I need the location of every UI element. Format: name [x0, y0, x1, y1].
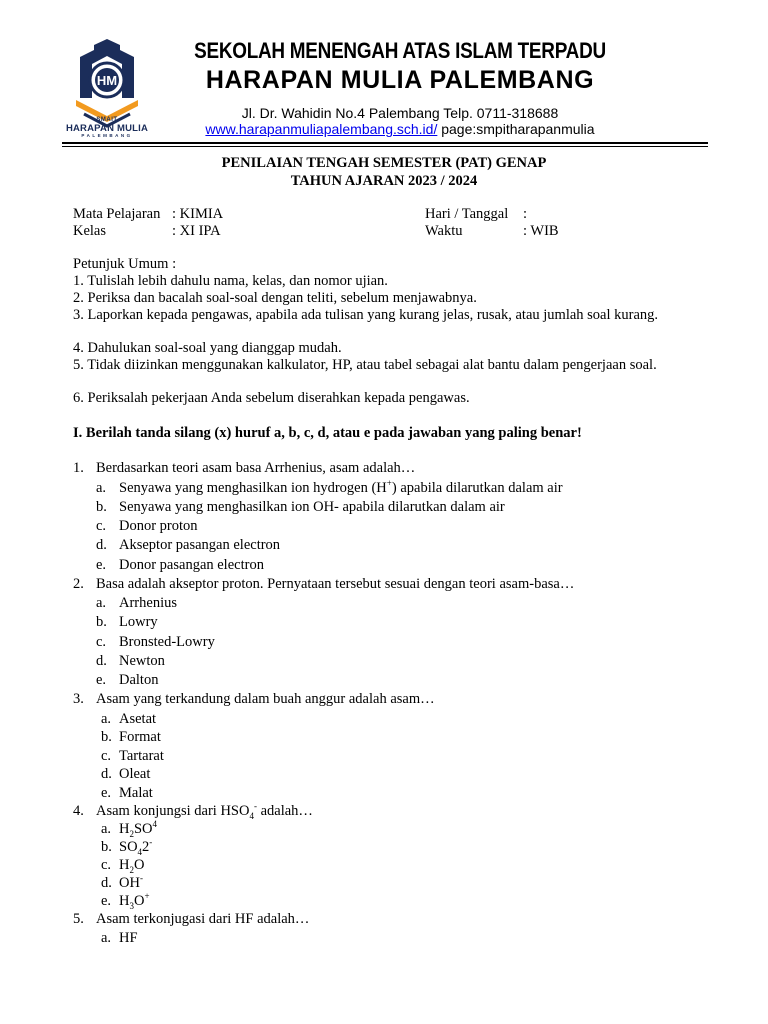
question-number: 5.	[73, 911, 84, 927]
option-letter: c.	[96, 634, 107, 650]
option-letter: a.	[96, 480, 107, 496]
formula-sub: 4	[137, 846, 143, 857]
formula-part: OH	[119, 875, 140, 891]
option-letter: b.	[96, 614, 107, 630]
formula-part: SO	[119, 839, 138, 855]
option-letter: e.	[101, 893, 112, 909]
option-text: Malat	[119, 785, 153, 801]
option-text: Donor pasangan electron	[119, 557, 264, 573]
header-divider-thin	[62, 146, 708, 147]
option-text: Newton	[119, 653, 165, 669]
formula-part: H	[119, 893, 130, 909]
subject-label: Mata Pelajaran	[73, 206, 161, 222]
option-2b[interactable]	[96, 614, 158, 631]
option-4c[interactable]	[101, 857, 144, 874]
option-text: Format	[119, 729, 161, 745]
formula-part: SO	[133, 821, 153, 837]
option-1a[interactable]	[96, 480, 563, 497]
option-2a[interactable]	[96, 595, 177, 612]
question-text: Berdasarkan teori asam basa Arrhenius, asam adalah…	[96, 460, 416, 476]
class-label: Kelas	[73, 223, 107, 239]
option-text: Akseptor pasangan electron	[119, 537, 281, 553]
option-4b[interactable]	[101, 839, 152, 856]
option-text: Lowry	[119, 614, 158, 630]
option-letter: d.	[96, 653, 107, 669]
option-1e[interactable]	[96, 557, 264, 574]
question-number: 3.	[73, 691, 84, 707]
option-letter: e.	[101, 785, 112, 801]
subject-value: : KIMIA	[172, 206, 224, 222]
formula-sup: 4	[152, 819, 158, 830]
option-letter: b.	[101, 729, 112, 745]
option-text: Bronsted-Lowry	[119, 634, 215, 650]
option-text: Senyawa yang menghasilkan ion OH- apabila dilarutkan dalam air	[119, 499, 505, 515]
option-3e[interactable]	[101, 785, 153, 802]
instructions-heading: Petunjuk Umum :	[73, 256, 177, 272]
option-letter: e.	[96, 672, 107, 688]
formula-sub: 2	[129, 864, 134, 875]
day-value: :	[523, 206, 528, 222]
option-1c[interactable]	[96, 518, 198, 535]
instruction-item: 5. Tidak diizinkan menggunakan kalkulator, HP, atau tabel sebagai alat bantu dalam pengerjaan soal.	[73, 357, 657, 373]
question-4	[73, 803, 313, 820]
formula-sup: -	[139, 873, 143, 884]
time-label: Waktu	[425, 223, 463, 239]
question-sup: -	[253, 801, 257, 812]
time-value: : WIB	[523, 223, 559, 239]
option-letter: d.	[101, 766, 112, 782]
header-divider-thick	[62, 142, 708, 144]
option-3d[interactable]	[101, 766, 150, 783]
formula-part: H	[119, 857, 130, 873]
section-heading: I. Berilah tanda silang (x) huruf a, b, c, d, atau e pada jawaban yang paling benar!	[73, 425, 582, 441]
question-text: Asam konjungsi dari HSO	[96, 803, 250, 819]
option-text: Arrhenius	[119, 595, 177, 611]
formula-part: O	[133, 857, 145, 873]
class-value: : XI IPA	[172, 223, 221, 239]
formula-sup: -	[149, 837, 153, 848]
option-letter: b.	[101, 839, 112, 855]
option-2d[interactable]	[96, 653, 165, 670]
svg-text:HM: HM	[96, 73, 118, 88]
formula-part: H	[119, 821, 130, 837]
option-3a[interactable]	[101, 711, 156, 728]
option-2c[interactable]	[96, 634, 215, 651]
option-letter: c.	[101, 857, 112, 873]
formula-part: O	[133, 893, 145, 909]
question-text: Asam yang terkandung dalam buah anggur adalah asam…	[96, 691, 435, 707]
formula-sub: 3	[129, 900, 134, 911]
question-number: 1.	[73, 460, 84, 476]
instruction-item: 2. Periksa dan bacalah soal-soal dengan teliti, sebelum menjawabnya.	[73, 290, 477, 306]
option-4a[interactable]	[101, 821, 157, 838]
option-3c[interactable]	[101, 748, 164, 765]
instruction-item: 3. Laporkan kepada pengawas, apabila ada tulisan yang kurang jelas, rusak, atau jumlah soal kurang.	[73, 307, 659, 323]
option-2e[interactable]	[96, 672, 158, 689]
formula-sup: +	[144, 891, 150, 902]
option-letter: a.	[101, 821, 112, 837]
question-number: 2.	[73, 576, 84, 592]
question-number: 4.	[73, 803, 84, 819]
option-4d[interactable]	[101, 875, 143, 892]
school-page-label: page:smpitharapanmulia	[437, 121, 595, 137]
option-sup: +	[386, 478, 392, 489]
instruction-item: 1. Tulislah lebih dahulu nama, kelas, dan nomor ujian.	[73, 273, 388, 289]
option-5a[interactable]	[101, 930, 138, 947]
option-1d[interactable]	[96, 537, 280, 554]
option-letter: c.	[101, 748, 112, 764]
option-3b[interactable]	[101, 729, 161, 746]
question-text: Asam terkonjugasi dari HF adalah…	[96, 911, 310, 927]
option-letter: b.	[96, 499, 107, 515]
school-type: SEKOLAH MENENGAH ATAS ISLAM TERPADU	[194, 38, 606, 63]
instruction-item: 6. Periksalah pekerjaan Anda sebelum diserahkan kepada pengawas.	[73, 390, 470, 406]
school-web-line	[160, 121, 640, 137]
logo-smait-text: SMAIT	[96, 117, 118, 123]
formula-sub: 2	[129, 828, 134, 839]
exam-title: PENILAIAN TENGAH SEMESTER (PAT) GENAP	[221, 155, 547, 171]
formula-part: 2	[142, 839, 150, 855]
option-text: Dalton	[119, 672, 159, 688]
question-3	[73, 691, 435, 708]
school-website-link[interactable]: www.harapanmuliapalembang.sch.id/	[205, 121, 438, 137]
option-4e[interactable]	[101, 893, 150, 910]
day-label: Hari / Tanggal	[425, 206, 509, 222]
option-letter: a.	[96, 595, 107, 611]
option-text: Donor proton	[119, 518, 198, 534]
question-text: Basa adalah akseptor proton. Pernyataan tersebut sesuai dengan teori asam-basa…	[96, 576, 575, 592]
question-sub: 4	[249, 810, 254, 821]
option-letter: c.	[96, 518, 107, 534]
option-letter: a.	[101, 711, 112, 727]
school-address: Jl. Dr. Wahidin No.4 Palembang Telp. 0711-318688	[241, 105, 559, 121]
question-text: adalah…	[256, 803, 313, 819]
question-2	[73, 576, 574, 593]
option-text: ) apabila dilarutkan dalam air	[391, 480, 563, 496]
option-text: HF	[119, 930, 138, 946]
logo-school-name: HARAPAN MULIA	[65, 123, 149, 134]
question-5	[73, 911, 309, 928]
option-text: Senyawa yang menghasilkan ion hydrogen (H	[119, 480, 387, 496]
option-text: Tartarat	[119, 748, 164, 764]
option-1b[interactable]	[96, 499, 505, 516]
option-text: Asetat	[119, 711, 157, 727]
instruction-item: 4. Dahulukan soal-soal yang dianggap mudah.	[73, 340, 342, 356]
option-letter: d.	[101, 875, 112, 891]
option-letter: d.	[96, 537, 107, 553]
school-name: HARAPAN MULIA PALEMBANG	[205, 66, 595, 94]
question-1	[73, 460, 415, 477]
exam-year: TAHUN AJARAN 2023 / 2024	[290, 173, 478, 189]
logo-city-text: PALEMBANG	[81, 133, 133, 138]
option-letter: a.	[101, 930, 112, 946]
option-letter: e.	[96, 557, 107, 573]
option-text: Oleat	[119, 766, 151, 782]
